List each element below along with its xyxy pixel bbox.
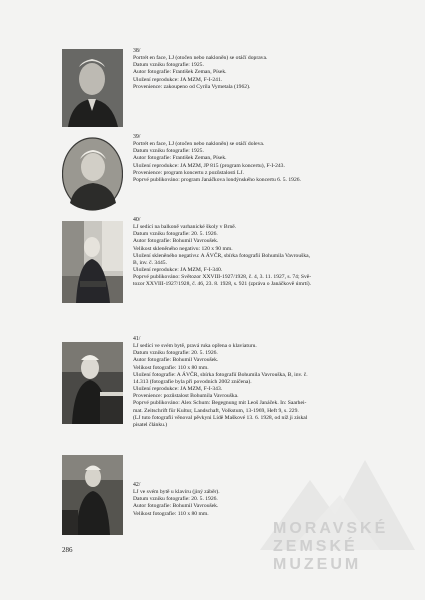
entry-line: (LJ tuto fotografii věnoval pěvkyni Lídě Maškové 13. 6. 1928, od níž ji získal (133, 414, 308, 421)
entry-line: Provenience: program koncertu z pozůstalosti LJ. (133, 169, 244, 176)
watermark-line: MUZEUM (273, 556, 362, 573)
entry-line: Autor fotografie: Bohumil Vavroušek. (133, 238, 219, 245)
catalog-entry-39 (133, 134, 365, 184)
catalog-entry-40 (133, 217, 365, 289)
entry-line: Autor fotografie: Bohumil Vavroušek. (133, 503, 219, 510)
portrait-photo-39 (62, 137, 123, 211)
entry-line: Datum vzniku fotografie: 20. 5. 1926. (133, 350, 218, 357)
entry-line: Uložení reprodukce: JA MZM, F-I-241. (133, 76, 223, 83)
catalog-entry-38 (133, 48, 365, 91)
entry-line: Poprvé publikováno: Alex Schum: Begegnung mit Leoš Janáček. In: Saarhei- (133, 400, 307, 407)
entry-line: Datum vzniku fotografie: 1925. (133, 62, 204, 69)
entry-line: Uložení reprodukce: JA MZM, F-I-340. (133, 267, 223, 274)
watermark-line: MORAVSKÉ (273, 520, 389, 537)
watermark-line: ZEMSKÉ (273, 538, 358, 555)
entry-line: Uložení reprodukce: JA MZM, F-I-343. (133, 386, 223, 393)
entry-line: tozor XXVIII-1927/1928, č. 46, 23. 8. 1928, s. 921 (zpráva o Janáčkově úmrtí). (133, 281, 312, 288)
entry-line: Datum vzniku fotografie: 20. 5. 1926. (133, 496, 218, 503)
entry-line: Autor fotografie: František Zeman, Písek. (133, 155, 227, 162)
catalog-entry-42 (133, 482, 365, 518)
entry-line: Autor fotografie: František Zeman, Písek. (133, 69, 227, 76)
entry-line: Provenience: pozůstalost Bohumila Vavrouška. (133, 393, 239, 400)
entry-line: Datum vzniku fotografie: 1925. (133, 148, 204, 155)
entry-line: LJ ve svém bytě u klavíru (jiný záběr). (133, 489, 220, 496)
entry-line: Velikost fotografie: 110 x 80 mm. (133, 510, 209, 517)
entry-line: Velikost skleněného negativu: 120 x 90 mm. (133, 245, 233, 252)
entry-number: 39/ (133, 134, 141, 140)
portrait-photo-38 (62, 49, 123, 127)
entry-line: Provenience: zakoupeno od Cyrila Vymetala (1962). (133, 83, 251, 90)
entry-number: 41/ (133, 336, 141, 342)
entry-line: Portrét en face, LJ (otočen nebo nakloněn) se otáčí doleva. (133, 141, 265, 148)
entry-line: mat. Zeitschrift für Kultur, Landschaft, Volkstum, 13-1969, Heft 9, s. 229. (133, 407, 299, 414)
piano-photo-41 (62, 342, 123, 424)
entry-line: Uložení fotografie: A ÁVČR, sbírka fotografií Bohumila Vavrouška, B, inv. č. (133, 371, 308, 378)
entry-line: Uložení reprodukce: JA MZM, JP 815 (program koncertu), F-I-243. (133, 162, 285, 169)
entry-line: Datum vzniku fotografie: 20. 5. 1926. (133, 231, 218, 238)
balcony-photo-40 (62, 221, 123, 303)
page-number: 286 (62, 546, 73, 554)
entry-number: 40/ (133, 217, 141, 223)
entry-line: Portrét en face, LJ (otočen nebo nakloněn) se otáčí doprava. (133, 55, 268, 62)
entry-line: pisatel článku.) (133, 421, 168, 428)
entry-line: 14.313 (fotografie byla při povodních 2002 zničena). (133, 378, 252, 385)
piano-photo-42 (62, 455, 123, 535)
entry-number: 38/ (133, 48, 141, 54)
entry-line: Velikost fotografie: 110 x 80 mm. (133, 364, 209, 371)
entry-line: Uložení skleněného negativu: A ÁVČR, sbírka fotografií Bohumila Vavrouška, (133, 252, 311, 259)
entry-line: Poprvé publikováno: program Janáčkova londýnského koncertu 6. 5. 1926. (133, 176, 301, 183)
catalog-entry-41 (133, 336, 365, 429)
museum-watermark (273, 520, 403, 574)
entry-line: LJ sedící na balkoně varhanické školy v Brně. (133, 224, 237, 231)
entry-line: B, inv. č. 3445. (133, 259, 167, 266)
entry-number: 42/ (133, 482, 141, 488)
entry-line: Poprvé publikováno: Světozor XXVIII-1927/1928, č. 4, 3. 11. 1927, s. 74; Svě- (133, 274, 312, 281)
entry-line: Autor fotografie: Bohumil Vavroušek. (133, 357, 219, 364)
entry-line: LJ sedící ve svém bytě, pravá ruka opřena o klaviaturu. (133, 343, 257, 350)
